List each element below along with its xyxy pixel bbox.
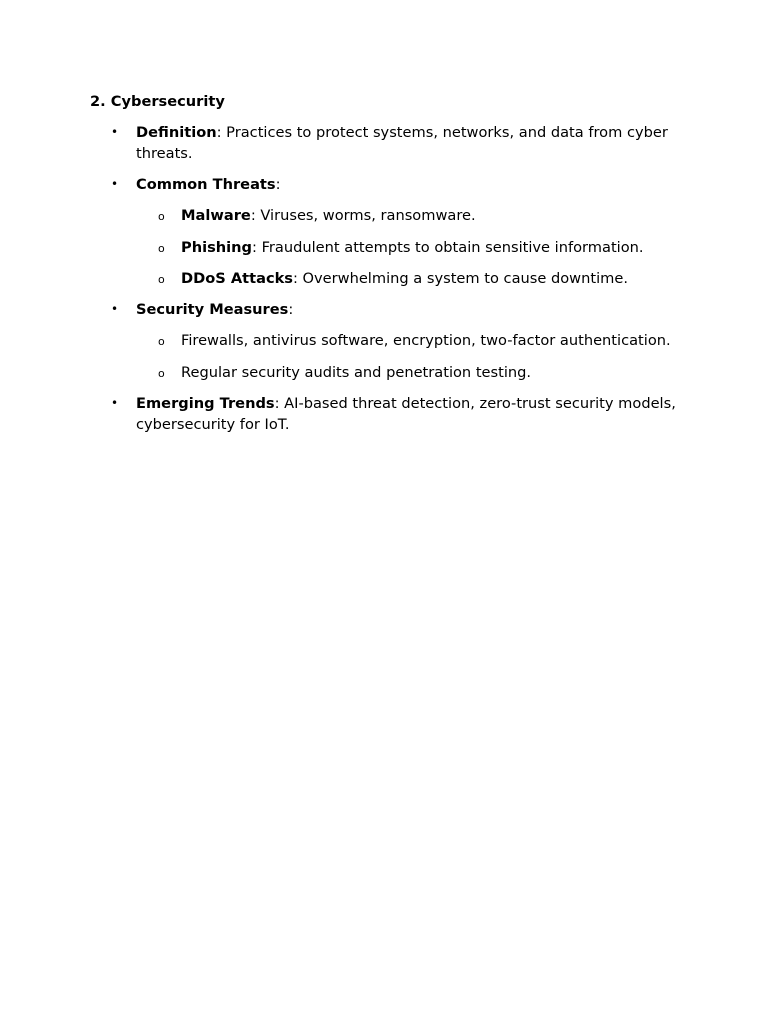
measures-sublist (136, 330, 690, 383)
list-item-emerging-trends (90, 393, 690, 435)
item-text: : (275, 176, 281, 193)
sub-bullet-icon: o (158, 335, 165, 348)
sub-bullet-icon: o (158, 241, 165, 255)
item-term: Definition (136, 124, 217, 141)
list-item-common-threats (90, 174, 690, 289)
item-term: Security Measures (136, 301, 289, 318)
sub-bullet-icon: o (158, 210, 165, 223)
item-text: : Practices to protect systems, networks, and data from cyber threats. (136, 124, 668, 162)
sublist-item-phishing (136, 237, 690, 258)
list-item-security-measures (90, 299, 690, 383)
sublist-item-malware (136, 205, 690, 226)
list-item-definition (90, 122, 690, 164)
bullet-icon: • (111, 177, 119, 191)
document-page (90, 91, 690, 445)
subitem-text: : Fraudulent attempts to obtain sensitive information. (252, 238, 644, 256)
threats-sublist (136, 205, 690, 289)
sub-bullet-icon: o (158, 273, 165, 286)
subitem-term: Phishing (181, 238, 253, 256)
item-text: : AI-based threat detection, zero-trust security models, cybersecurity for IoT. (136, 394, 676, 433)
sublist-item-ddos (136, 268, 690, 289)
bullet-icon: • (111, 125, 119, 139)
subitem-text: Regular security audits and penetration testing. (181, 363, 532, 381)
sublist-item-audits (136, 362, 690, 383)
subitem-text: : Viruses, worms, ransomware. (250, 207, 476, 224)
bullet-icon: • (111, 395, 119, 410)
subitem-text: : Overwhelming a system to cause downtime. (292, 270, 628, 287)
subitem-term: DDoS Attacks (181, 270, 293, 287)
item-text: : (288, 301, 294, 318)
sublist-item-firewalls (136, 330, 690, 351)
subitem-term: Malware (181, 207, 251, 224)
main-bullet-list (90, 122, 690, 435)
section-heading: 2. Cybersecurity (90, 93, 225, 110)
bullet-icon: • (111, 302, 119, 316)
item-term: Emerging Trends (136, 394, 275, 412)
subitem-text: Firewalls, antivirus software, encryption, two-factor authentication. (181, 332, 671, 349)
sub-bullet-icon: o (158, 366, 165, 380)
item-term: Common Threats (136, 176, 276, 193)
